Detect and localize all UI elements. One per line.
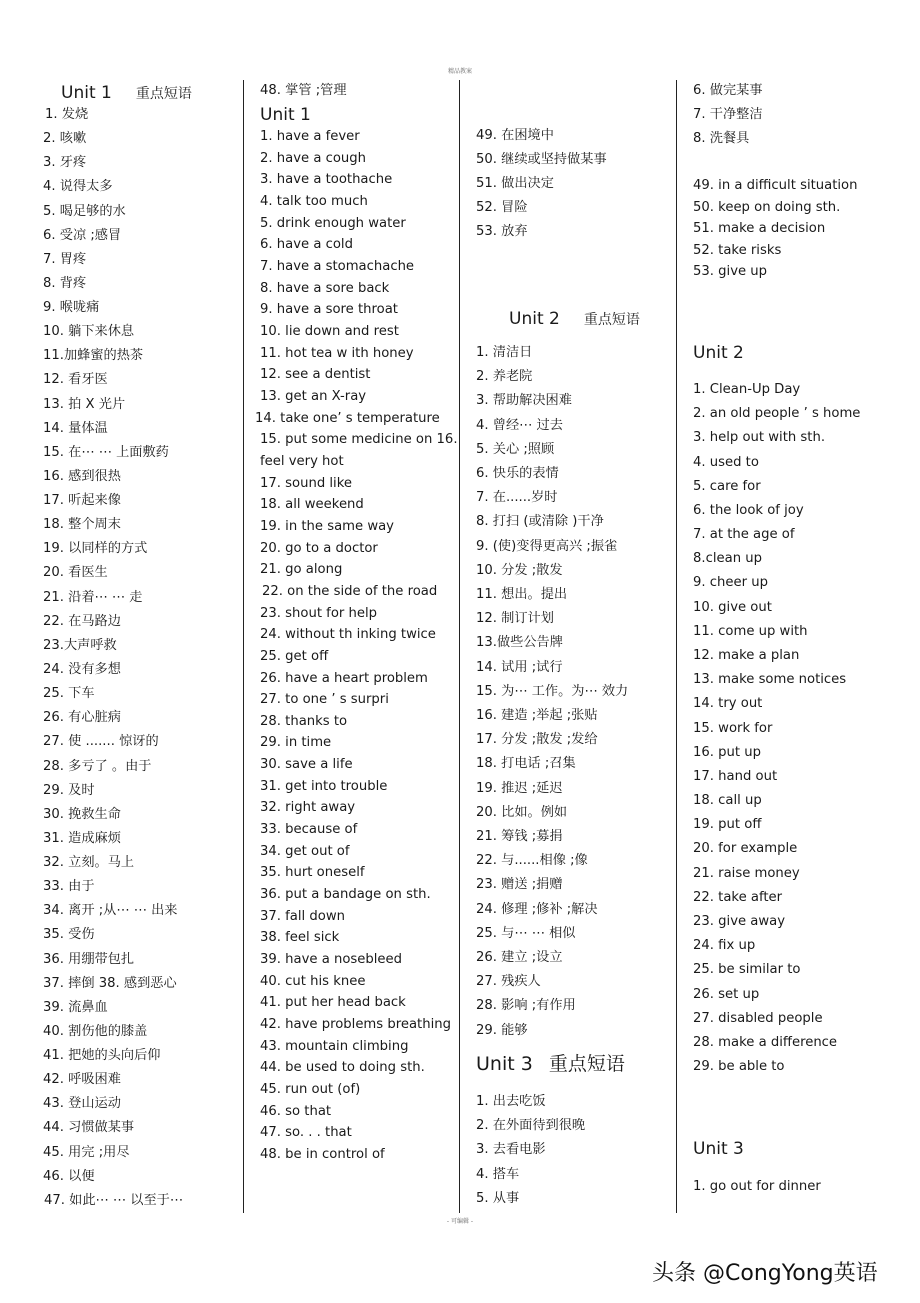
phrase-item: 11. come up with — [693, 624, 808, 639]
phrase-item: 53. give up — [693, 264, 768, 279]
phrase-item: 20. for example — [693, 841, 798, 856]
column-divider — [676, 80, 677, 1213]
phrase-item: 14. take one’ s temperature — [255, 411, 440, 426]
header-note: 精品教案 — [447, 68, 472, 75]
phrase-item: 14. 试用 ;试行 — [476, 660, 563, 675]
phrase-item: 11. 想出。提出 — [476, 587, 568, 602]
phrase-item: 12. make a plan — [693, 648, 800, 663]
phrase-item: 1. 发烧 — [45, 107, 89, 122]
phrase-item: 17. hand out — [693, 769, 778, 784]
phrase-item: 4. used to — [693, 455, 759, 470]
footer-note: - 可编辑 - — [446, 1218, 474, 1225]
phrase-item: 5. 从事 — [476, 1191, 520, 1206]
phrase-item: 24. without th inking twice — [260, 627, 436, 642]
watermark: 头条 @CongYong英语 — [652, 1261, 878, 1286]
phrase-item: 46. 以便 — [43, 1169, 95, 1184]
phrase-item: 47. 如此⋯ ⋯ 以至于⋯ — [44, 1193, 184, 1208]
phrase-item: 6. have a cold — [260, 237, 353, 252]
phrase-item: 15. put some medicine on 16. — [260, 432, 458, 447]
phrase-item: 2. 养老院 — [476, 369, 533, 384]
phrase-item: 12. 制订计划 — [476, 611, 554, 626]
phrase-item: 9. 喉咙痛 — [43, 300, 100, 315]
phrase-item: feel very hot — [260, 454, 344, 469]
phrase-item: 7. 干净整洁 — [693, 107, 763, 122]
phrase-item: 22. 在马路边 — [43, 614, 121, 629]
phrase-item: 19. put off — [693, 817, 762, 832]
phrase-item: 18. all weekend — [260, 497, 364, 512]
phrase-item: 8. 打扫 (或清除 )干净 — [476, 514, 604, 529]
phrase-item: 5. 喝足够的水 — [43, 204, 126, 219]
phrase-item: 40. 割伤他的膝盖 — [43, 1024, 148, 1039]
phrase-item: 52. 冒险 — [476, 200, 528, 215]
phrase-item: 28. make a difference — [693, 1035, 838, 1050]
phrase-item: 11.加蜂蜜的热茶 — [43, 348, 144, 363]
phrase-item: 17. 听起来像 — [43, 493, 121, 508]
phrase-item: 45. 用完 ;用尽 — [43, 1145, 130, 1160]
phrase-item: 10. give out — [693, 600, 772, 615]
phrase-item: 53. 放弃 — [476, 224, 528, 239]
phrase-item: 16. put up — [693, 745, 761, 760]
phrase-item: 41. put her head back — [260, 995, 406, 1010]
phrase-item: 48. be in control of — [260, 1147, 385, 1162]
phrase-item: 24. 修理 ;修补 ;解决 — [476, 902, 598, 917]
phrase-item: 29. in time — [260, 735, 332, 750]
phrase-item: 7. at the age of — [693, 527, 795, 542]
phrase-item: 1. have a fever — [260, 129, 360, 144]
phrase-item: 39. have a nosebleed — [260, 952, 403, 967]
phrase-item: 39. 流鼻血 — [43, 1000, 108, 1015]
phrase-item: 29. 及时 — [43, 783, 95, 798]
phrase-item: 18. 打电话 ;召集 — [476, 756, 576, 771]
phrase-item: 43. 登山运动 — [43, 1096, 121, 1111]
phrase-item: 27. disabled people — [693, 1011, 823, 1026]
phrase-item: 34. get out of — [260, 844, 350, 859]
phrase-item: 43. mountain climbing — [260, 1039, 409, 1054]
phrase-item: 42. have problems breathing — [260, 1017, 451, 1032]
phrase-item: 5. care for — [693, 479, 761, 494]
phrase-item: 16. 建造 ;举起 ;张贴 — [476, 708, 598, 723]
phrase-item: 7. 胃疼 — [43, 252, 87, 267]
phrase-item: 3. have a toothache — [260, 172, 393, 187]
unit-title: Unit 1 — [61, 83, 112, 103]
phrase-item: 10. lie down and rest — [260, 324, 399, 339]
phrase-item: 9. cheer up — [693, 575, 768, 590]
phrase-item: 34. 离开 ;从⋯ ⋯ 出来 — [43, 903, 178, 918]
phrase-item: 6. the look of joy — [693, 503, 804, 518]
phrase-item: 25. be similar to — [693, 962, 801, 977]
phrase-item: 36. 用绷带包扎 — [43, 952, 135, 967]
phrase-item: 38. feel sick — [260, 930, 340, 945]
phrase-item: 50. keep on doing sth. — [693, 200, 841, 215]
phrase-item: 2. an old people ’ s home — [693, 406, 861, 421]
phrase-item: 24. 没有多想 — [43, 662, 121, 677]
unit-heading — [476, 1053, 625, 1076]
phrase-item: 8. 洗餐具 — [693, 131, 750, 146]
phrase-item: 13. 拍 X 光片 — [43, 397, 126, 412]
phrase-item: 41. 把她的头向后仰 — [43, 1048, 161, 1063]
phrase-item: 10. 分发 ;散发 — [476, 563, 563, 578]
phrase-item: 14. try out — [693, 696, 763, 711]
column-divider — [243, 80, 244, 1213]
unit-heading — [509, 308, 640, 331]
phrase-item: 25. get off — [260, 649, 329, 664]
phrase-item: 11. hot tea w ith honey — [260, 346, 414, 361]
phrase-item: 26. set up — [693, 987, 760, 1002]
unit-heading — [693, 1138, 744, 1160]
phrase-item: 32. right away — [260, 800, 356, 815]
phrase-item: 51. 做出决定 — [476, 176, 554, 191]
unit-heading — [693, 342, 744, 364]
phrase-item: 50. 继续或坚持做某事 — [476, 152, 607, 167]
phrase-item: 22. 与......相像 ;像 — [476, 853, 588, 868]
phrase-item: 47. so. . . that — [260, 1125, 352, 1140]
phrase-item: 13. make some notices — [693, 672, 847, 687]
phrase-item: 36. put a bandage on sth. — [260, 887, 431, 902]
phrase-item: 33. 由于 — [43, 879, 95, 894]
phrase-item: 9. have a sore throat — [260, 302, 398, 317]
phrase-item: 20. 看医生 — [43, 565, 108, 580]
phrase-item: 37. 摔倒 38. 感到恶心 — [43, 976, 177, 991]
phrase-item: 8.clean up — [693, 551, 762, 566]
phrase-item: 21. raise money — [693, 866, 800, 881]
section-label: 重点短语 — [548, 1053, 625, 1075]
phrase-item: 51. make a decision — [693, 221, 826, 236]
phrase-item: 35. 受伤 — [43, 927, 95, 942]
phrase-item: 52. take risks — [693, 243, 782, 258]
phrase-item: 25. 与⋯ ⋯ 相似 — [476, 926, 576, 941]
phrase-item: 3. 去看电影 — [476, 1142, 546, 1157]
phrase-item: 17. sound like — [260, 476, 352, 491]
phrase-item: 25. 下车 — [43, 686, 95, 701]
phrase-item: 37. fall down — [260, 909, 345, 924]
phrase-item: 2. have a cough — [260, 151, 367, 166]
phrase-item: 18. call up — [693, 793, 762, 808]
phrase-item: 12. 看牙医 — [43, 372, 108, 387]
phrase-item: 22. on the side of the road — [262, 584, 438, 599]
phrase-item: 21. go along — [260, 562, 343, 577]
phrase-item: 35. hurt oneself — [260, 865, 365, 880]
phrase-item: 49. 在困境中 — [476, 128, 554, 143]
phrase-item: 29. 能够 — [476, 1023, 528, 1038]
phrase-item: 23. shout for help — [260, 606, 378, 621]
phrase-item: 14. 量体温 — [43, 421, 108, 436]
phrase-item: 49. in a difficult situation — [693, 178, 858, 193]
phrase-item: 3. help out with sth. — [693, 430, 826, 445]
phrase-item: 15. work for — [693, 721, 773, 736]
phrase-item: 27. 使 ....... 惊讶的 — [43, 734, 159, 749]
unit-title: Unit 2 — [693, 343, 744, 363]
phrase-item: 27. to one ’ s surpri — [260, 692, 389, 707]
phrase-item: 5. 关心 ;照顾 — [476, 442, 555, 457]
phrase-item: 23. give away — [693, 914, 786, 929]
phrase-item: 42. 呼吸困难 — [43, 1072, 121, 1087]
phrase-item: 26. 有心脏病 — [43, 710, 121, 725]
phrase-item: 30. save a life — [260, 757, 353, 772]
phrase-item: 44. 习惯做某事 — [43, 1120, 135, 1135]
phrase-item: 32. 立刻。马上 — [43, 855, 135, 870]
phrase-item: 13.做些公告牌 — [476, 635, 563, 650]
phrase-item: 28. 多亏了 。由于 — [43, 759, 152, 774]
phrase-item: 48. 掌管 ;管理 — [260, 83, 347, 98]
phrase-item: 1. Clean-Up Day — [693, 382, 801, 397]
phrase-item: 19. 推迟 ;延迟 — [476, 781, 563, 796]
phrase-item: 7. have a stomachache — [260, 259, 415, 274]
phrase-item: 40. cut his knee — [260, 974, 366, 989]
phrase-item: 31. 造成麻烦 — [43, 831, 121, 846]
phrase-item: 5. drink enough water — [260, 216, 406, 231]
phrase-item: 46. so that — [260, 1104, 332, 1119]
phrase-item: 24. fix up — [693, 938, 756, 953]
phrase-item: 21. 筹钱 ;募捐 — [476, 829, 563, 844]
phrase-item: 2. 在外面待到很晚 — [476, 1118, 586, 1133]
section-label: 重点短语 — [583, 312, 640, 328]
phrase-item: 10. 躺下来休息 — [43, 324, 135, 339]
column-divider — [459, 80, 460, 1213]
phrase-item: 1. 出去吃饭 — [476, 1094, 546, 1109]
phrase-item: 20. go to a doctor — [260, 541, 378, 556]
phrase-item: 2. 咳嗽 — [43, 131, 87, 146]
phrase-item: 8. 背疼 — [43, 276, 87, 291]
unit-title: Unit 1 — [260, 105, 311, 125]
phrase-item: 15. 在⋯ ⋯ 上面敷药 — [43, 445, 169, 460]
phrase-item: 23.大声呼救 — [43, 638, 117, 653]
phrase-item: 19. 以同样的方式 — [43, 541, 148, 556]
phrase-item: 18. 整个周末 — [43, 517, 121, 532]
phrase-item: 7. 在......岁时 — [476, 490, 558, 505]
unit-heading — [61, 82, 192, 105]
phrase-item: 13. get an X-ray — [260, 389, 367, 404]
unit-title: Unit 3 — [693, 1139, 744, 1159]
phrase-item: 22. take after — [693, 890, 783, 905]
phrase-item: 27. 残疾人 — [476, 974, 541, 989]
section-label: 重点短语 — [135, 86, 192, 102]
phrase-item: 20. 比如。例如 — [476, 805, 568, 820]
phrase-item: 3. 牙疼 — [43, 155, 87, 170]
phrase-item: 12. see a dentist — [260, 367, 371, 382]
phrase-item: 4. 搭车 — [476, 1167, 520, 1182]
phrase-item: 28. 影响 ;有作用 — [476, 998, 576, 1013]
phrase-item: 4. 曾经⋯ 过去 — [476, 418, 563, 433]
phrase-item: 33. because of — [260, 822, 358, 837]
unit-heading — [260, 104, 311, 126]
phrase-item: 6. 做完某事 — [693, 83, 763, 98]
phrase-item: 15. 为⋯ 工作。为⋯ 效力 — [476, 684, 629, 699]
phrase-item: 26. have a heart problem — [260, 671, 428, 686]
phrase-item: 8. have a sore back — [260, 281, 390, 296]
phrase-item: 16. 感到很热 — [43, 469, 121, 484]
phrase-item: 23. 赠送 ;捐赠 — [476, 877, 563, 892]
phrase-item: 31. get into trouble — [260, 779, 388, 794]
phrase-item: 28. thanks to — [260, 714, 348, 729]
phrase-item: 1. go out for dinner — [693, 1179, 821, 1194]
phrase-item: 26. 建立 ;设立 — [476, 950, 563, 965]
phrase-item: 45. run out (of) — [260, 1082, 361, 1097]
phrase-item: 9. (使)变得更高兴 ;振雀 — [476, 539, 618, 554]
phrase-item: 29. be able to — [693, 1059, 785, 1074]
phrase-item: 4. talk too much — [260, 194, 368, 209]
phrase-item: 19. in the same way — [260, 519, 394, 534]
phrase-item: 44. be used to doing sth. — [260, 1060, 425, 1075]
phrase-item: 4. 说得太多 — [43, 179, 113, 194]
phrase-item: 1. 清洁日 — [476, 345, 533, 360]
phrase-item: 21. 沿着⋯ ⋯ 走 — [43, 590, 143, 605]
unit-title: Unit 2 — [509, 309, 560, 329]
phrase-item: 6. 受凉 ;感冒 — [43, 228, 122, 243]
unit-title: Unit 3 — [476, 1053, 533, 1075]
phrase-item: 6. 快乐的表情 — [476, 466, 559, 481]
phrase-item: 17. 分发 ;散发 ;发给 — [476, 732, 598, 747]
phrase-item: 3. 帮助解决困难 — [476, 393, 572, 408]
phrase-item: 30. 挽救生命 — [43, 807, 121, 822]
